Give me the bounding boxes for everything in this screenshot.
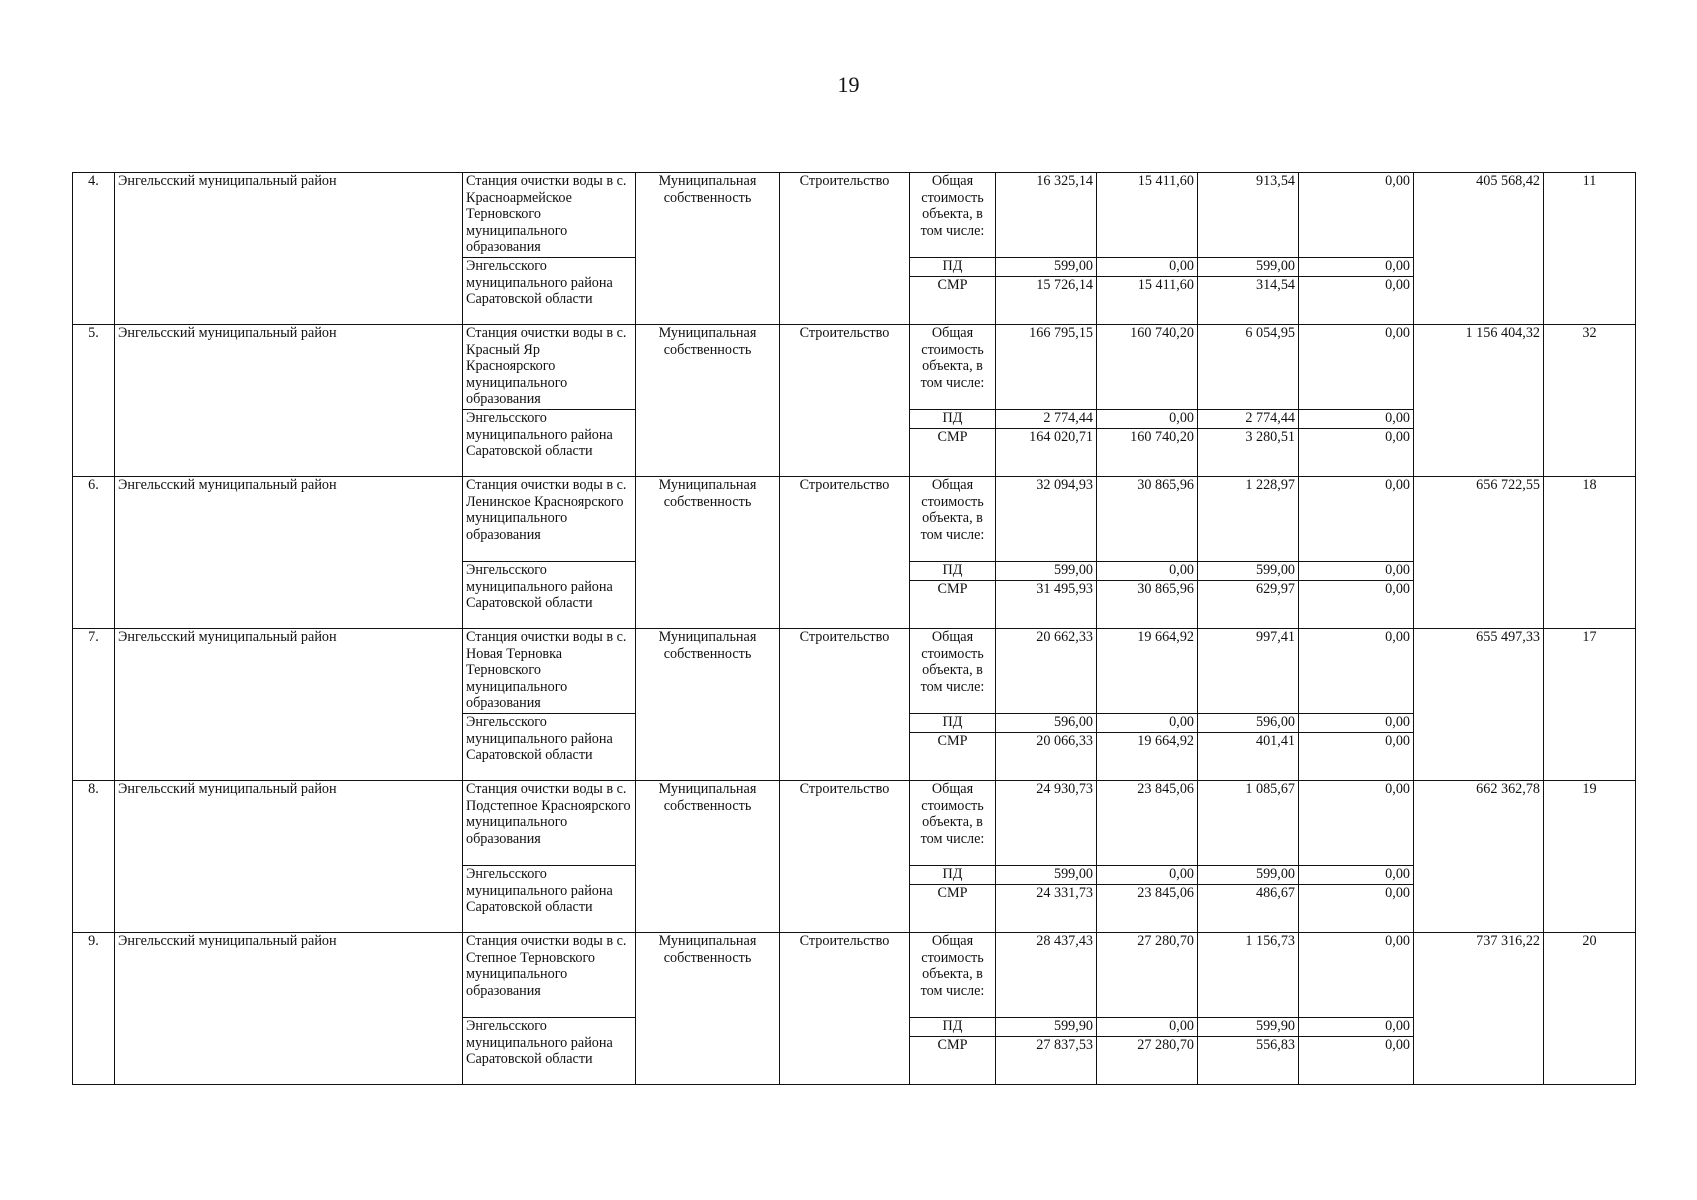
ownership-cell: Муниципальная собственность — [636, 933, 780, 1085]
smr-value: 3 280,51 — [1198, 429, 1299, 477]
work-type-cell: Строительство — [780, 325, 910, 477]
object-name-cell: Станция очистки воды в с. Степное Терновского муниципального образования — [463, 933, 636, 1018]
table-row — [73, 933, 1636, 1018]
pd-label: ПД — [910, 866, 996, 885]
page-number: 19 — [837, 72, 860, 97]
amount-cell: 405 568,42 — [1414, 173, 1544, 325]
count-cell: 17 — [1544, 629, 1636, 781]
pd-value: 599,90 — [996, 1018, 1097, 1037]
row-number: 4. — [73, 173, 115, 325]
smr-value: 15 726,14 — [996, 277, 1097, 325]
amount-cell: 655 497,33 — [1414, 629, 1544, 781]
pd-label: ПД — [910, 410, 996, 429]
total-cost-label: Общая стоимость объекта, в том числе: — [910, 629, 996, 714]
total-cost-value: 160 740,20 — [1097, 325, 1198, 410]
total-cost-value: 24 930,73 — [996, 781, 1097, 866]
pd-value: 599,00 — [996, 258, 1097, 277]
pd-label: ПД — [910, 1018, 996, 1037]
work-type-cell: Строительство — [780, 781, 910, 933]
pd-value: 599,00 — [1198, 562, 1299, 581]
smr-value: 23 845,06 — [1097, 885, 1198, 933]
total-cost-value: 30 865,96 — [1097, 477, 1198, 562]
amount-cell: 1 156 404,32 — [1414, 325, 1544, 477]
total-cost-label: Общая стоимость объекта, в том числе: — [910, 933, 996, 1018]
smr-label: СМР — [910, 581, 996, 629]
smr-value: 556,83 — [1198, 1037, 1299, 1085]
smr-value: 30 865,96 — [1097, 581, 1198, 629]
total-cost-value: 1 085,67 — [1198, 781, 1299, 866]
pd-value: 0,00 — [1299, 410, 1414, 429]
smr-value: 0,00 — [1299, 733, 1414, 781]
pd-value: 599,90 — [1198, 1018, 1299, 1037]
smr-label: СМР — [910, 277, 996, 325]
total-cost-value: 0,00 — [1299, 781, 1414, 866]
table-row — [73, 781, 1636, 866]
table-row — [73, 325, 1636, 410]
pd-value: 0,00 — [1299, 562, 1414, 581]
pd-label: ПД — [910, 714, 996, 733]
object-name-cell: Станция очистки воды в с. Красный Яр Красноярского муниципального образования — [463, 325, 636, 410]
total-cost-value: 32 094,93 — [996, 477, 1097, 562]
ownership-cell: Муниципальная собственность — [636, 629, 780, 781]
total-cost-value: 16 325,14 — [996, 173, 1097, 258]
pd-value: 599,00 — [1198, 866, 1299, 885]
district-cell: Энгельсский муниципальный район — [115, 173, 463, 325]
work-type-cell: Строительство — [780, 629, 910, 781]
table-row — [73, 173, 1636, 258]
row-number: 5. — [73, 325, 115, 477]
total-cost-value: 0,00 — [1299, 933, 1414, 1018]
total-cost-value: 27 280,70 — [1097, 933, 1198, 1018]
smr-value: 15 411,60 — [1097, 277, 1198, 325]
district-cell: Энгельсский муниципальный район — [115, 933, 463, 1085]
object-region-cell: Энгельсского муниципального района Саратовской области — [463, 258, 636, 325]
smr-value: 314,54 — [1198, 277, 1299, 325]
object-name-cell: Станция очистки воды в с. Ленинское Красноярского муниципального образования — [463, 477, 636, 562]
total-cost-value: 1 228,97 — [1198, 477, 1299, 562]
total-cost-label: Общая стоимость объекта, в том числе: — [910, 173, 996, 258]
smr-value: 27 280,70 — [1097, 1037, 1198, 1085]
object-name-cell: Станция очистки воды в с. Красноармейское Терновского муниципального образования — [463, 173, 636, 258]
pd-value: 0,00 — [1097, 258, 1198, 277]
investment-objects-table — [72, 172, 1636, 1085]
total-cost-value: 23 845,06 — [1097, 781, 1198, 866]
smr-label: СМР — [910, 885, 996, 933]
work-type-cell: Строительство — [780, 933, 910, 1085]
smr-label: СМР — [910, 429, 996, 477]
total-cost-value: 6 054,95 — [1198, 325, 1299, 410]
work-type-cell: Строительство — [780, 477, 910, 629]
count-cell: 32 — [1544, 325, 1636, 477]
pd-value: 599,00 — [996, 562, 1097, 581]
total-cost-value: 28 437,43 — [996, 933, 1097, 1018]
smr-value: 401,41 — [1198, 733, 1299, 781]
row-number: 6. — [73, 477, 115, 629]
smr-value: 0,00 — [1299, 1037, 1414, 1085]
pd-value: 0,00 — [1299, 714, 1414, 733]
total-cost-value: 0,00 — [1299, 325, 1414, 410]
total-cost-value: 997,41 — [1198, 629, 1299, 714]
pd-label: ПД — [910, 562, 996, 581]
total-cost-value: 15 411,60 — [1097, 173, 1198, 258]
pd-value: 0,00 — [1299, 866, 1414, 885]
pd-value: 596,00 — [1198, 714, 1299, 733]
ownership-cell: Муниципальная собственность — [636, 781, 780, 933]
pd-value: 596,00 — [996, 714, 1097, 733]
pd-value: 599,00 — [996, 866, 1097, 885]
pd-value: 599,00 — [1198, 258, 1299, 277]
pd-value: 0,00 — [1097, 866, 1198, 885]
object-name-cell: Станция очистки воды в с. Подстепное Красноярского муниципального образования — [463, 781, 636, 866]
total-cost-value: 166 795,15 — [996, 325, 1097, 410]
smr-value: 164 020,71 — [996, 429, 1097, 477]
smr-value: 0,00 — [1299, 429, 1414, 477]
row-number: 9. — [73, 933, 115, 1085]
smr-value: 0,00 — [1299, 885, 1414, 933]
total-cost-value: 20 662,33 — [996, 629, 1097, 714]
ownership-cell: Муниципальная собственность — [636, 477, 780, 629]
total-cost-value: 1 156,73 — [1198, 933, 1299, 1018]
smr-label: СМР — [910, 733, 996, 781]
smr-value: 486,67 — [1198, 885, 1299, 933]
smr-value: 31 495,93 — [996, 581, 1097, 629]
table-row — [73, 629, 1636, 714]
amount-cell: 737 316,22 — [1414, 933, 1544, 1085]
district-cell: Энгельсский муниципальный район — [115, 477, 463, 629]
pd-label: ПД — [910, 258, 996, 277]
total-cost-value: 913,54 — [1198, 173, 1299, 258]
smr-value: 629,97 — [1198, 581, 1299, 629]
smr-value: 0,00 — [1299, 581, 1414, 629]
row-number: 8. — [73, 781, 115, 933]
smr-value: 27 837,53 — [996, 1037, 1097, 1085]
amount-cell: 662 362,78 — [1414, 781, 1544, 933]
smr-value: 0,00 — [1299, 277, 1414, 325]
total-cost-value: 0,00 — [1299, 629, 1414, 714]
table-row — [73, 477, 1636, 562]
smr-label: СМР — [910, 1037, 996, 1085]
pd-value: 0,00 — [1097, 1018, 1198, 1037]
work-type-cell: Строительство — [780, 173, 910, 325]
smr-value: 24 331,73 — [996, 885, 1097, 933]
amount-cell: 656 722,55 — [1414, 477, 1544, 629]
smr-value: 19 664,92 — [1097, 733, 1198, 781]
smr-value: 160 740,20 — [1097, 429, 1198, 477]
object-region-cell: Энгельсского муниципального района Саратовской области — [463, 562, 636, 629]
ownership-cell: Муниципальная собственность — [636, 325, 780, 477]
total-cost-value: 0,00 — [1299, 173, 1414, 258]
pd-value: 2 774,44 — [996, 410, 1097, 429]
count-cell: 20 — [1544, 933, 1636, 1085]
total-cost-label: Общая стоимость объекта, в том числе: — [910, 477, 996, 562]
count-cell: 19 — [1544, 781, 1636, 933]
total-cost-label: Общая стоимость объекта, в том числе: — [910, 325, 996, 410]
count-cell: 18 — [1544, 477, 1636, 629]
total-cost-label: Общая стоимость объекта, в том числе: — [910, 781, 996, 866]
ownership-cell: Муниципальная собственность — [636, 173, 780, 325]
row-number: 7. — [73, 629, 115, 781]
smr-value: 20 066,33 — [996, 733, 1097, 781]
object-name-cell: Станция очистки воды в с. Новая Терновка Терновского муниципального образования — [463, 629, 636, 714]
total-cost-value: 19 664,92 — [1097, 629, 1198, 714]
pd-value: 0,00 — [1097, 410, 1198, 429]
pd-value: 0,00 — [1299, 1018, 1414, 1037]
object-region-cell: Энгельсского муниципального района Саратовской области — [463, 714, 636, 781]
pd-value: 0,00 — [1097, 562, 1198, 581]
pd-value: 0,00 — [1097, 714, 1198, 733]
pd-value: 2 774,44 — [1198, 410, 1299, 429]
district-cell: Энгельсский муниципальный район — [115, 325, 463, 477]
pd-value: 0,00 — [1299, 258, 1414, 277]
object-region-cell: Энгельсского муниципального района Саратовской области — [463, 866, 636, 933]
count-cell: 11 — [1544, 173, 1636, 325]
total-cost-value: 0,00 — [1299, 477, 1414, 562]
object-region-cell: Энгельсского муниципального района Саратовской области — [463, 410, 636, 477]
district-cell: Энгельсский муниципальный район — [115, 781, 463, 933]
district-cell: Энгельсский муниципальный район — [115, 629, 463, 781]
object-region-cell: Энгельсского муниципального района Саратовской области — [463, 1018, 636, 1085]
